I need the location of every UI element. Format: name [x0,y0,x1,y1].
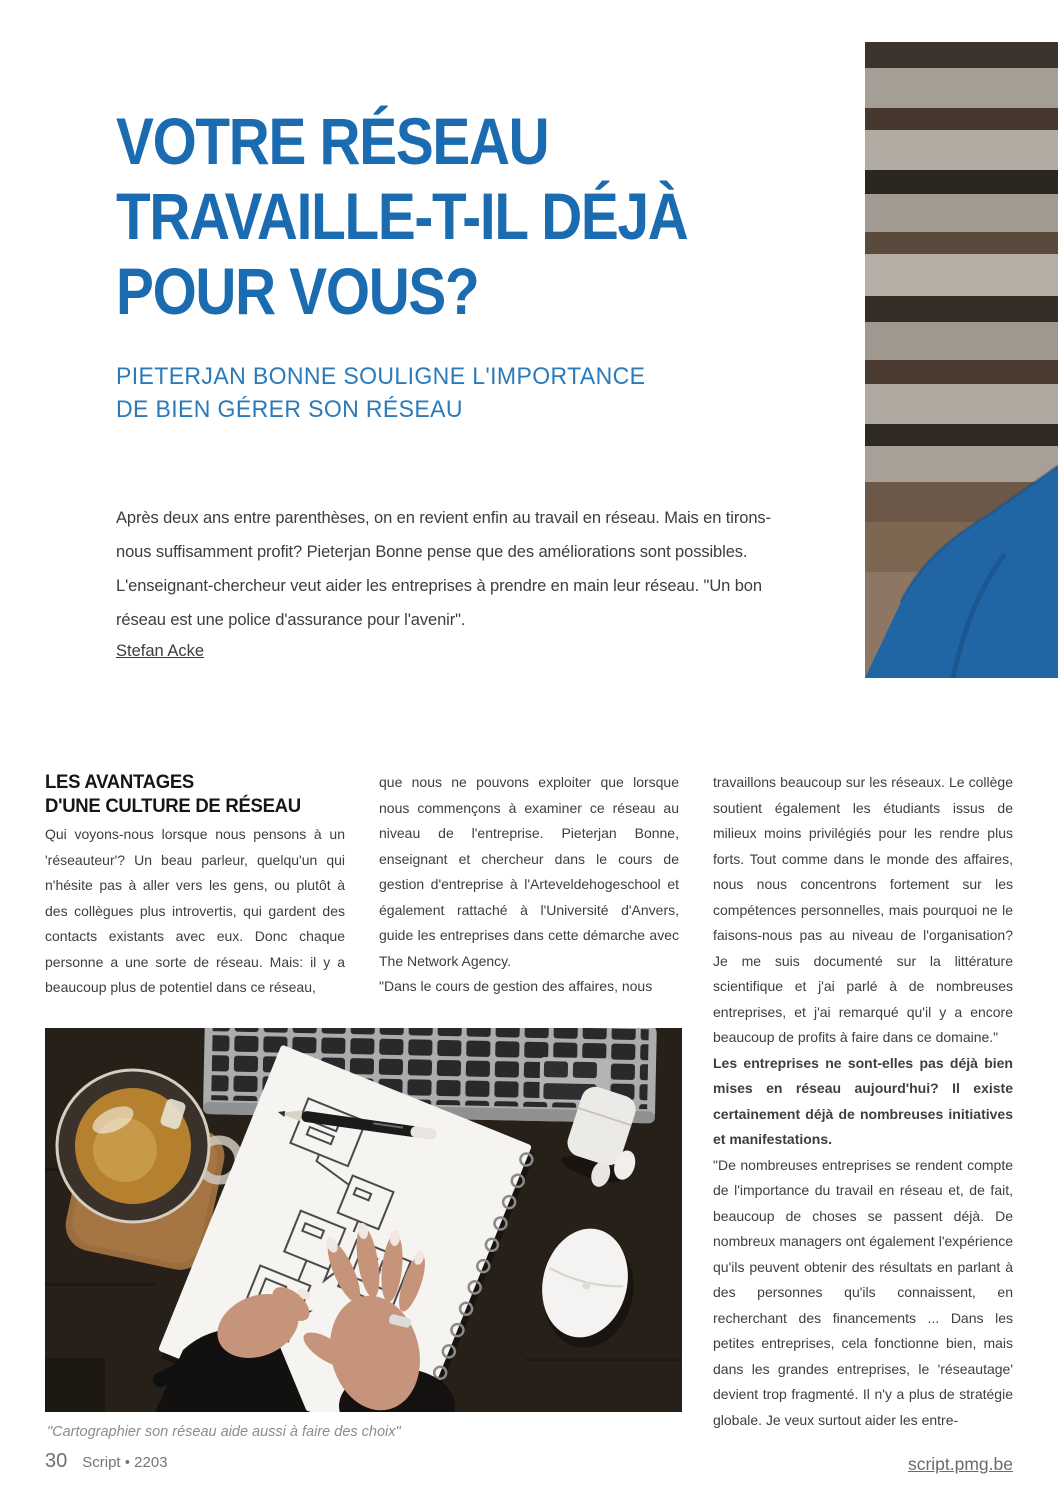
footer-left [45,1450,168,1473]
portrait-photo [865,42,1058,678]
article-title-line2: TRAVAILLE-T-IL DÉJÀ [116,179,688,253]
column3-interview-question: Les entreprises ne sont-elles pas déjà bien mises en réseau aujourd'hui? Il existe certainement déjà de nombreuses initiatives et manifestations. [713,1054,1013,1147]
desk-photo [45,1028,682,1412]
column1-paragraph: Qui voyons-nous lorsque nous pensons à un 'réseauteur'? Un beau parleur, quelqu'un qui n'hésite pas à aller vers les gens, ou plutôt à des collègues plus introvertis, qui gardent des contacts existants avec eux. Donc chaque personne a une sorte de réseau. Mais: il y a beaucoup plus de potentiel dans ce réseau, [45,826,345,995]
column-3 [713,770,1013,1433]
article-title-line1: VOTRE RÉSEAU [116,104,549,178]
article-title [116,104,781,329]
section-heading [45,770,345,818]
website-link[interactable]: script.pmg.be [907,1454,1013,1474]
page-number: 30 [45,1450,68,1472]
desk-photo-graphic [45,1028,682,1412]
section-heading-line1: LES AVANTAGES [45,771,194,793]
column2-paragraph-1: que nous ne pouvons exploiter que lorsque nous commençons à examiner ce réseau au niveau de l'entreprise. Pieterjan Bonne, enseignant et chercheur dans le cours de gestion d'entreprise à l'Arteveldehogeschool et également rattaché à l'Université d'Anvers, guide les entreprises dans cette démarche avec The Network Agency. [379,774,679,969]
intro-paragraph: Après deux ans entre parenthèses, on en revient enfin au travail en réseau. Mais en tirons-nous suffisamment profit? Pieterjan Bonne pense que des améliorations sont possibles. L'enseignant-chercheur veut aider les entreprises à prendre en main leur réseau. "Un bon réseau est une police d'assurance pour l'avenir". [116,508,771,629]
column3-paragraph-2: "De nombreuses entreprises se rendent compte de l'importance du travail en réseau et, de fait, beaucoup de choses se passent déjà. De nombreux managers ont également l'expérience qu'ils peuvent obtenir des résultats en parlant à des personnes qu'ils connaissent, en recherchant des financements ... Dans les petites entreprises, cela fonctionne bien, mais dans les grandes entreprises, le 'réseautage' devient trop fragmenté. Il n'y a plus de stratégie globale. Je veux surtout aider les entre- [713,1156,1013,1428]
article-subtitle [116,360,679,426]
portrait-photo-graphic [865,42,1058,678]
article-subtitle-line1: PIETERJAN BONNE SOULIGNE L'IMPORTANCE [116,363,646,390]
magazine-issue: Script • 2203 [82,1454,168,1471]
article-title-line3: POUR VOUS? [116,254,479,328]
column3-paragraph-1: travaillons beaucoup sur les réseaux. Le collège soutient également les étudiants issus de milieux moins privilégiés pour les rendre plus forts. Tout comme dans le monde des affaires, nous nous concentrons fortement sur les compétences personnelles, mais pourquoi ne le faisons-nous pas au niveau de l'organisation? Je me suis documenté sur la littérature scientifique et j'ai parlé à de nombreuses entreprises, et j'ai remarqué qu'il y a encore beaucoup de profits à faire dans ce domaine." [713,774,1013,1045]
photo-caption: "Cartographier son réseau aide aussi à faire des choix" [47,1424,401,1440]
column2-paragraph-2: "Dans le cours de gestion des affaires, nous [379,978,653,994]
section-heading-line2: D'UNE CULTURE DE RÉSEAU [45,795,301,817]
author-byline-link[interactable]: Stefan Acke [116,642,205,660]
article-subtitle-line2: DE BIEN GÉRER SON RÉSEAU [116,396,463,423]
